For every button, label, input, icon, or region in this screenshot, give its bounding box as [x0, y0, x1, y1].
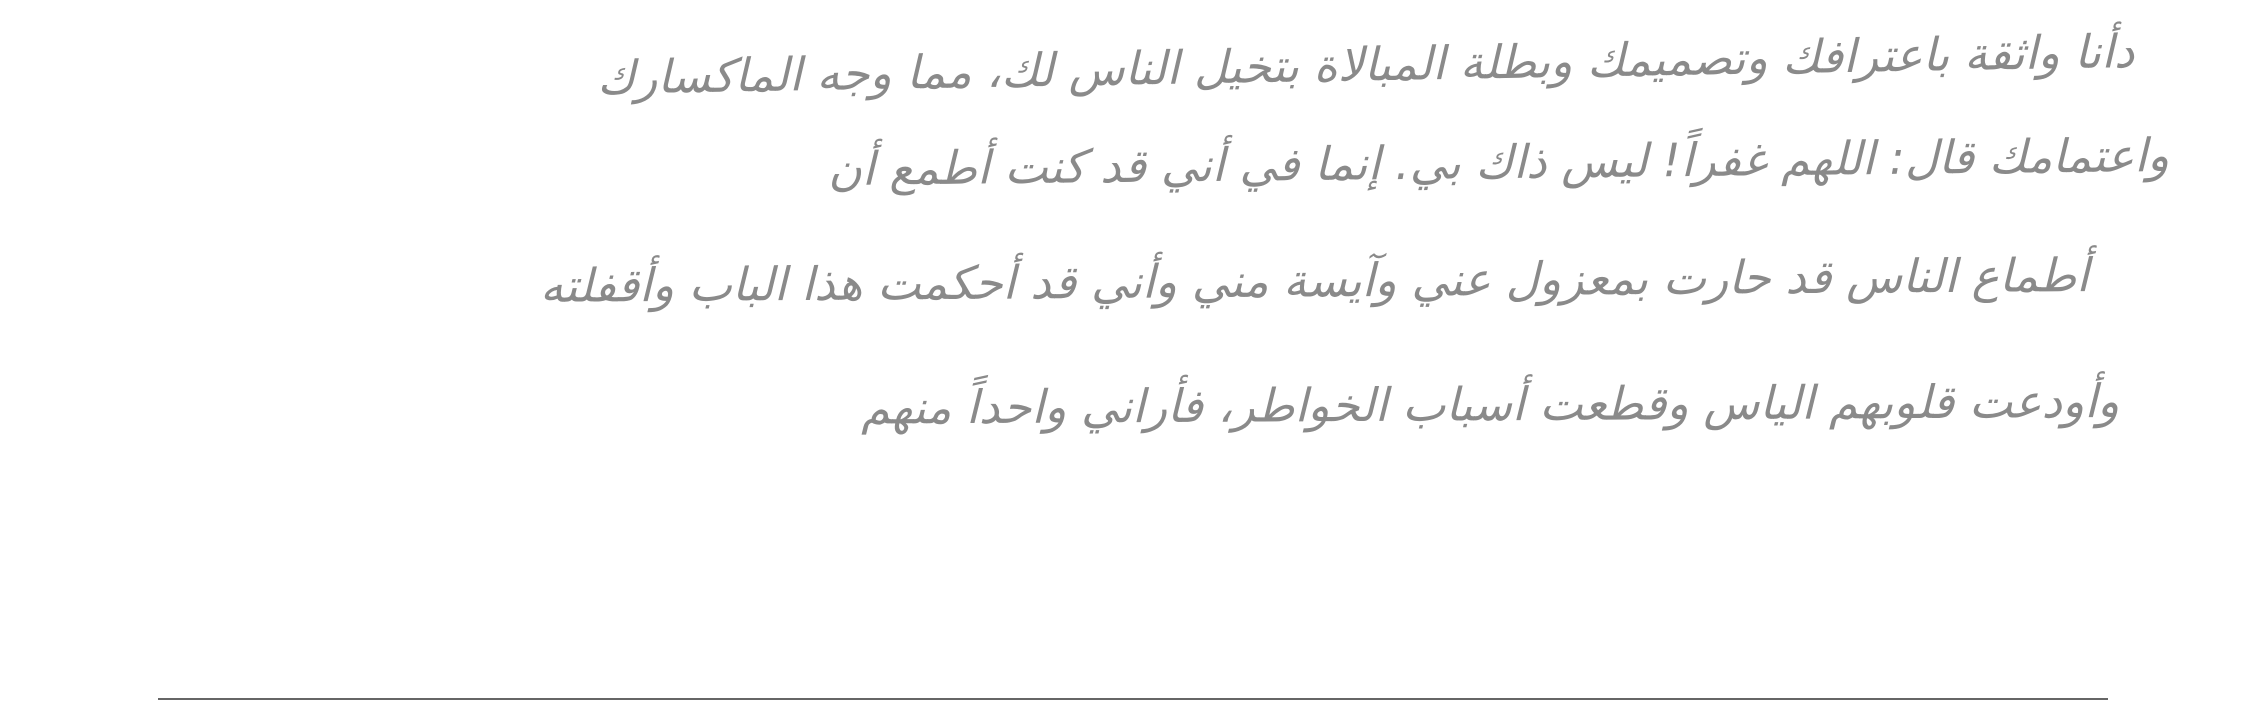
handwritten-line-2: واعتمامك قال: اللهم غفراً! ليس ذاك بي. إنما في أني قد كنت أطمع أن: [827, 128, 2170, 197]
handwritten-line-4: وأودعت قلوبهم الياس وقطعت أسباب الخواطر، فأراني واحداً منهم: [860, 374, 2120, 435]
handwritten-line-3: أطماع الناس قد حارت بمعزول عني وآيسة مني وأني قد أحكمت هذا الباب وأقفلته: [539, 248, 2090, 313]
handwritten-line-1: دأنا واثقة باعترافك وتصميمك وبطلة المبالاة بتخيل الناس لك، مما وجه الماكسارك: [596, 24, 2135, 105]
bottom-rule: [158, 698, 2108, 700]
